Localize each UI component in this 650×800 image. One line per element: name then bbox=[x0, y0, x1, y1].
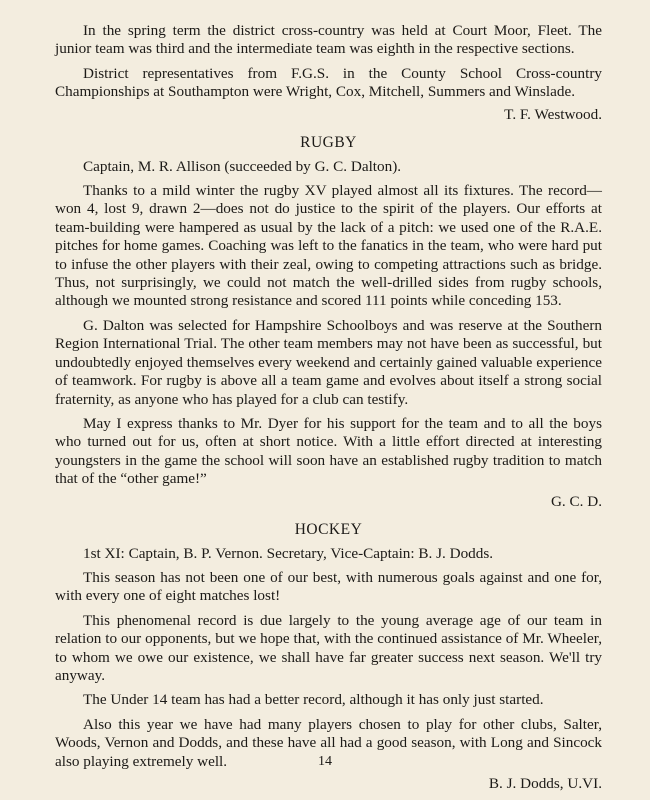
hockey-heading: HOCKEY bbox=[294, 520, 363, 538]
hockey-paragraph-3: The Under 14 team has had a better record, although it has only just started. bbox=[83, 691, 544, 709]
cross-country-signature: T. F. Westwood. bbox=[504, 105, 602, 123]
hockey-signature: B. J. Dodds, U.VI. bbox=[488, 775, 602, 792]
rugby-paragraph-2: G. Dalton was selected for Hampshire Schoolboys and was reserve at the Southern Region International Trial. The other team members may not have been as successful, but undoubtedly enjoyed themselves every weekend and certainly gained valuable experience of teamwork. For rugby is above all a team game and evolves about itself a strong social fraternity, as anyone who has played for a club can testify. bbox=[55, 316, 602, 408]
page-number: 14 bbox=[318, 754, 332, 769]
rugby-paragraph-1: Thanks to a mild winter the rugby XV played almost all its fixtures. The record—won 4, lost 9, drawn 2—does not do justice to the spirit of the players. Our efforts at team-building were hampered as usual by the lack of a pitch: we used one of the R.A.E. pitches for home games. Coaching was left to the fanatics in the team, who were hard put to infuse the other players with their zeal, owing to competing attractions such as bridge. Thus, not surprisingly, we could not match the well-drilled sides from rugby schools, although we mounted strong resistance and scored 111 points while conceding 153. bbox=[55, 182, 602, 310]
hockey-paragraph-1: This season has not been one of our best, with numerous goals against and one for, with every one of eight matches lost! bbox=[55, 568, 602, 605]
rugby-captain: Captain, M. R. Allison (succeeded by G. C. Dalton). bbox=[83, 157, 402, 175]
rugby-section bbox=[55, 134, 602, 511]
cross-country-section bbox=[55, 22, 602, 124]
cross-country-paragraph-1: In the spring term the district cross-country was held at Court Moor, Fleet. The junior team was third and the intermediate team was eighth in the respective sections. bbox=[55, 22, 602, 58]
rugby-paragraph-3: May I express thanks to Mr. Dyer for his support for the team and to all the boys who turned out for us, often at short notice. With a little effort directed at interesting youngsters in the game the school will soon have an established rugby tradition to match that of the “other game!” bbox=[55, 414, 602, 488]
hockey-paragraph-2: This phenomenal record is due largely to the young average age of our team in relation to our opponents, but we hope that, with the continued assistance of Mr. Wheeler, to whom we owe our existence, we shall have far greater success next season. We'll try anyway. bbox=[55, 611, 602, 684]
rugby-heading: RUGBY bbox=[300, 133, 357, 151]
cross-country-paragraph-2: District representatives from F.G.S. in the County School Cross-country Championships at Southampton were Wright, Cox, Mitchell, Summers and Winslade. bbox=[55, 64, 602, 101]
hockey-section bbox=[55, 521, 602, 793]
rugby-signature: G. C. D. bbox=[550, 492, 602, 510]
hockey-paragraph-4: Also this year we have had many players chosen to play for other clubs, Salter, Woods, Vernon and Dodds, and these have all had a good season, with Long and Sincock also playing extremely well. bbox=[55, 715, 602, 770]
hockey-team-officers: 1st XI: Captain, B. P. Vernon. Secretary, Vice-Captain: B. J. Dodds. bbox=[83, 544, 494, 562]
